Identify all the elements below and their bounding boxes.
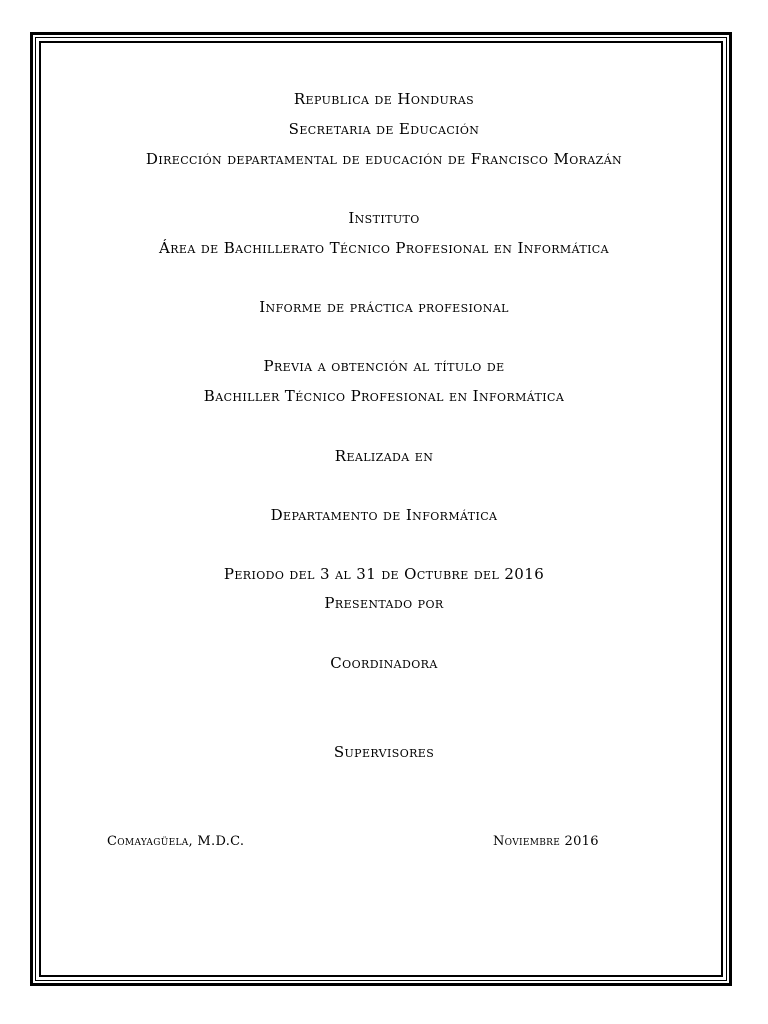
purpose-line-1: Previa a obtención al título de <box>263 357 505 375</box>
direction-heading: Dirección departamental de educación de Francisco Morazán <box>145 150 623 168</box>
department-name: Departamento de Informática <box>270 506 498 524</box>
purpose-line-2: Bachiller Técnico Profesional en Informática <box>203 387 565 405</box>
report-title: Informe de práctica profesional <box>259 298 509 316</box>
institution-area: Área de Bachillerato Técnico Profesional en Informática <box>159 239 609 257</box>
footer-place: Comayagüela, M.D.C. <box>107 834 245 849</box>
country-heading: Republica de Honduras <box>293 90 475 108</box>
coordinator-label: Coordinadora <box>330 654 438 672</box>
secretariat-heading: Secretaria de Educación <box>288 120 480 138</box>
presented-by-label: Presentado por <box>324 594 444 612</box>
realized-in-label: Realizada en <box>334 447 434 465</box>
footer-date: Noviembre 2016 <box>493 834 599 849</box>
supervisors-label: Supervisores <box>333 743 435 761</box>
institution-name: Instituto <box>348 209 420 227</box>
period-text: Periodo del 3 al 31 de Octubre del 2016 <box>223 565 545 583</box>
